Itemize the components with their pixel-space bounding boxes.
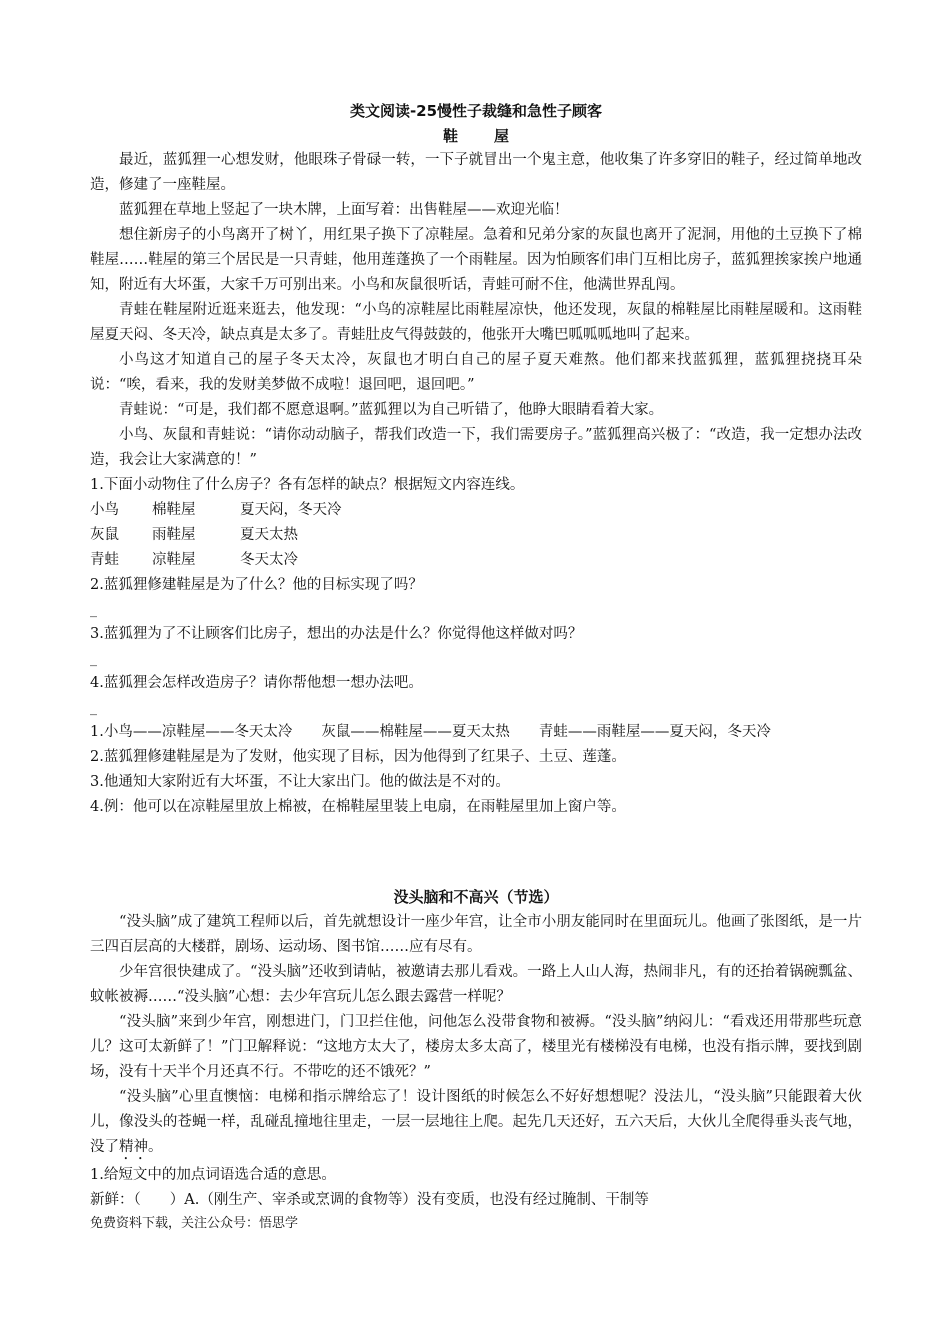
question-4: 4.蓝狐狸会怎样改造房子？请你帮他想一想办法吧。 xyxy=(90,675,423,691)
paragraph-text: 。 xyxy=(148,1139,163,1155)
footer-note: 免费资料下载，关注公众号：悟思学 xyxy=(90,1216,299,1231)
article1-paragraph: 最近，蓝狐狸一心想发财，他眼珠子骨碌一转，一下子就冒出一个鬼主意，他收集了许多穿旧的鞋子，经过简单地改造，修建了一座鞋屋。 xyxy=(90,152,862,193)
question-1: 1.下面小动物住了什么房子？各有怎样的缺点？根据短文内容连线。 xyxy=(90,477,525,493)
document-page xyxy=(90,98,862,1235)
paragraph-text: “没头脑”心里直懊恼：电梯和指示牌给忘了！设计图纸的时候怎么不好好想想呢？没法儿，“没头脑”只能跟着大伙儿，像没头的苍蝇一样，乱碰乱撞地往里走，一层一层地往上爬。起先几天还好，五六天后，大伙儿全爬得垂头丧气地，没了 xyxy=(90,1089,862,1155)
answer-blank: _ xyxy=(90,602,97,618)
match-row xyxy=(90,523,862,548)
article1-paragraph: 想住新房子的小鸟离开了树丫，用红果子换下了凉鞋屋。急着和兄弟分家的灰鼠也离开了泥洞，用他的土豆换下了棉鞋屋……鞋屋的第三个居民是一只青蛙，他用莲蓬换了一个雨鞋屋。因为怕顾客们串门互相比房子，蓝狐狸挨家挨户地通知，附近有大坏蛋，大家千万可别出来。小鸟和灰鼠很听话，青蛙可耐不住，他满世界乱闯。 xyxy=(90,227,862,293)
match-house: 雨鞋屋 xyxy=(152,527,196,543)
question-2: 2.蓝狐狸修建鞋屋是为了什么？他的目标实现了吗？ xyxy=(90,577,423,593)
article1-subtitle: 鞋屋 xyxy=(442,127,545,145)
article2-paragraph: 少年宫很快建成了。“没头脑”还收到请帖，被邀请去那儿看戏。一路上人山人海，热闹非凡，有的还抬着锅碗瓢盆、蚊帐被褥……“没头脑”心想：去少年宫玩儿怎么跟去露营一样呢？ xyxy=(90,964,862,1005)
match-house: 凉鞋屋 xyxy=(152,552,196,568)
answer-1: 1.小鸟——凉鞋屋——冬天太冷 灰鼠——棉鞋屋——夏天太热 青蛙——雨鞋屋——夏天闷，冬天冷 xyxy=(90,724,771,740)
article1-paragraph: 小鸟、灰鼠和青蛙说：“请你动动脑子，帮我们改造一下，我们需要房子。”蓝狐狸高兴极了：“改造，我一定想办法改造，我会让大家满意的！” xyxy=(90,427,862,468)
answer-2: 2.蓝狐狸修建鞋屋是为了发财，他实现了目标，因为他得到了红果子、土豆、莲蓬。 xyxy=(90,749,626,765)
match-house: 棉鞋屋 xyxy=(152,502,196,518)
match-animal: 灰鼠 xyxy=(90,527,119,543)
article1-paragraph: 小鸟这才知道自己的屋子冬天太冷，灰鼠也才明白自己的屋子夏天难熬。他们都来找蓝狐狸，蓝狐狸挠挠耳朵说：“唉，看来，我的发财美梦做不成啦！退回吧，退回吧。” xyxy=(90,352,862,393)
answer-4: 4.例：他可以在凉鞋屋里放上棉被，在棉鞋屋里装上电扇，在雨鞋屋里加上窗户等。 xyxy=(90,799,626,815)
article1-paragraph: 青蛙在鞋屋附近逛来逛去，他发现：“小鸟的凉鞋屋比雨鞋屋凉快，他还发现，灰鼠的棉鞋屋比雨鞋屋暖和。这雨鞋屋夏天闷、冬天冷，缺点真是太多了。青蛙肚皮气得鼓鼓的，他张开大嘴巴呱呱呱地叫了起来。 xyxy=(90,302,862,343)
question-3: 3.蓝狐狸为了不让顾客们比房子，想出的办法是什么？你觉得他这样做对吗？ xyxy=(90,626,583,642)
article2-paragraph: “没头脑”成了建筑工程师以后，首先就想设计一座少年宫，让全市小朋友能同时在里面玩儿。他画了张图纸，是一片三四百层高的大楼群，剧场、运动场、图书馆……应有尽有。 xyxy=(90,914,862,955)
match-animal: 小鸟 xyxy=(90,502,119,518)
match-flaw: 夏天太热 xyxy=(240,527,298,543)
match-flaw: 夏天闷，冬天冷 xyxy=(240,502,342,518)
match-flaw: 冬天太冷 xyxy=(240,552,298,568)
match-row xyxy=(90,548,862,573)
answer-blank: _ xyxy=(90,651,97,667)
article2-question-1: 1.给短文中的加点词语选合适的意思。 xyxy=(90,1167,336,1183)
answer-3: 3.他通知大家附近有大坏蛋，不让大家出门。他的做法是不对的。 xyxy=(90,774,510,790)
match-row xyxy=(90,498,862,523)
article1-paragraph: 蓝狐狸在草地上竖起了一块木牌，上面写着：出售鞋屋——欢迎光临！ xyxy=(119,202,569,218)
article2-question-option: 新鲜：（ ）A.（刚生产、宰杀或烹调的食物等）没有变质，也没有经过腌制、干制等 xyxy=(90,1192,649,1208)
article1-paragraph: 青蛙说：“可是，我们都不愿意退啊。”蓝狐狸以为自己听错了，他睁大眼睛看着大家。 xyxy=(119,402,664,418)
section-gap xyxy=(90,820,862,884)
article2-title: 没头脑和不高兴（节选） xyxy=(393,888,559,906)
article2-paragraph: “没头脑”来到少年宫，刚想进门，门卫拦住他，问他怎么没带食物和被褥。“没头脑”纳闷儿：“看戏还用带那些玩意儿？这可太新鲜了！”门卫解释说：“这地方太大了，楼房太多太高了，楼里光有楼梯没有电梯，也没有指示牌，要找到剧场，没有十天半个月还真不行。不带吃的还不饿死？” xyxy=(90,1014,862,1080)
match-animal: 青蛙 xyxy=(90,552,119,568)
article2-paragraph xyxy=(90,1085,862,1163)
dotted-word: 精神 xyxy=(119,1139,148,1155)
article1-title: 类文阅读-25慢性子裁缝和急性子顾客 xyxy=(349,102,603,120)
answer-blank: _ xyxy=(90,700,97,716)
